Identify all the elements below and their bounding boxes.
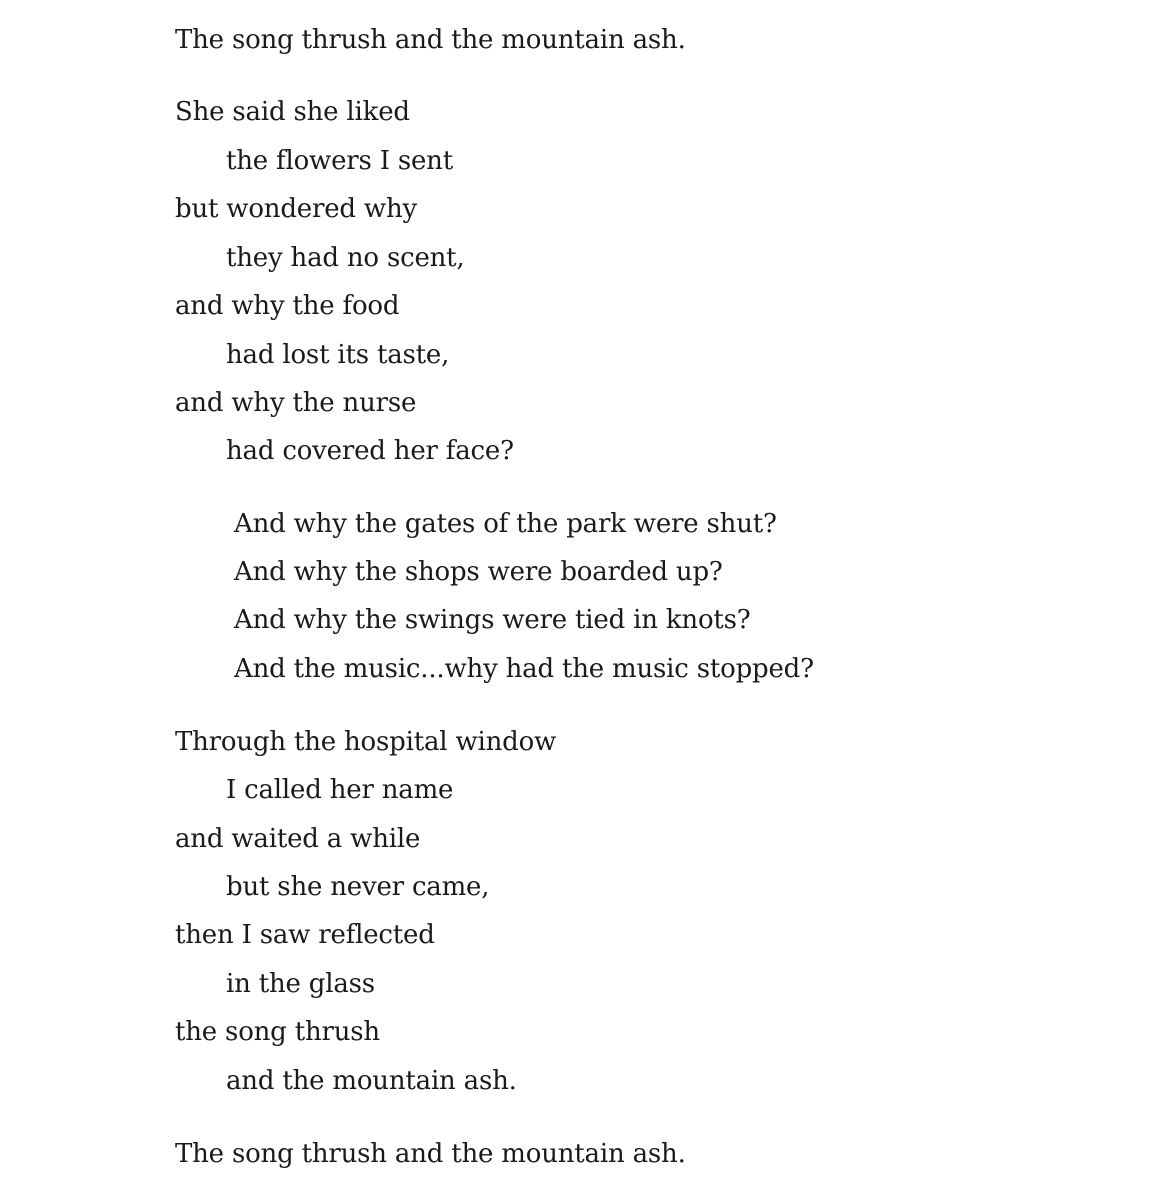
stanza2-line-1: And why the gates of the park were shut? <box>234 509 777 539</box>
stanza3-line-8: and the mountain ash. <box>226 1066 517 1096</box>
stanza3-line-5: then I saw reflected <box>175 920 435 950</box>
stanza1-line-4: they had no scent, <box>226 243 465 273</box>
stanza2-line-3: And why the swings were tied in knots? <box>234 605 751 635</box>
stanza1-line-5: and why the food <box>175 291 400 321</box>
stanza2-line-2: And why the shops were boarded up? <box>234 557 723 587</box>
stanza2-line-4: And the music...why had the music stopped? <box>234 654 814 684</box>
stanza3-line-6: in the glass <box>226 969 375 999</box>
refrain-top: The song thrush and the mountain ash. <box>175 25 686 55</box>
stanza1-line-3: but wondered why <box>175 194 417 224</box>
stanza3-line-4: but she never came, <box>226 872 490 902</box>
stanza1-line-6: had lost its taste, <box>226 340 450 370</box>
stanza3-line-1: Through the hospital window <box>175 727 557 757</box>
stanza1-line-8: had covered her face? <box>226 436 514 466</box>
stanza1-line-7: and why the nurse <box>175 388 417 418</box>
stanza3-line-3: and waited a while <box>175 824 421 854</box>
stanza3-line-7: the song thrush <box>175 1017 380 1047</box>
refrain-bottom: The song thrush and the mountain ash. <box>175 1139 686 1169</box>
stanza1-line-1: She said she liked <box>175 97 410 127</box>
stanza1-line-2: the flowers I sent <box>226 146 453 176</box>
stanza3-line-2: I called her name <box>226 775 454 805</box>
